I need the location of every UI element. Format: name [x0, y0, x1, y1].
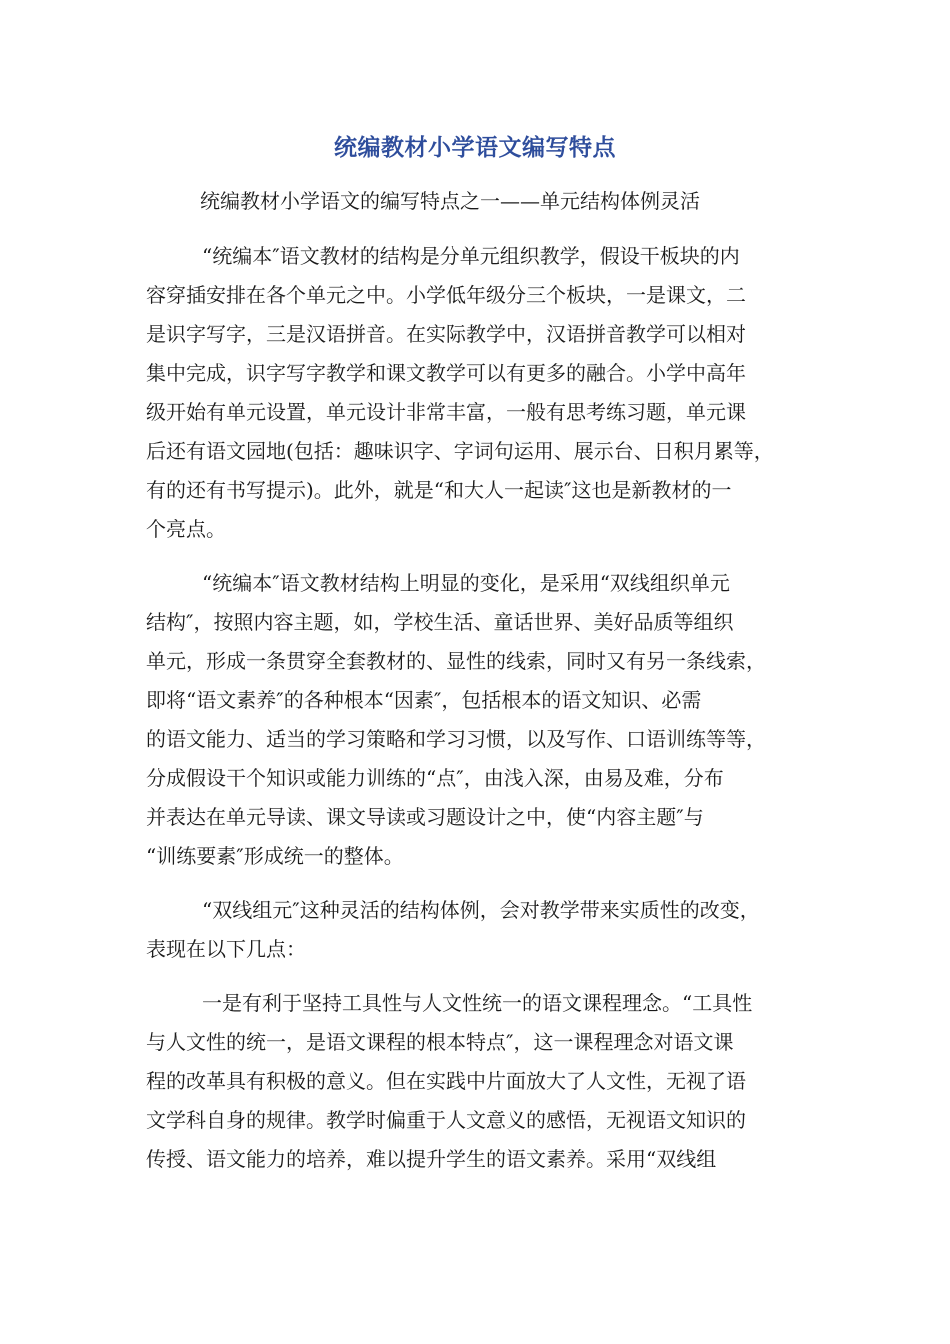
paragraph-line: 单元，形成一条贯穿全套教材的、显性的线索，同时又有另一条线索， — [146, 649, 766, 673]
paragraph-line: 集中完成，识字写字教学和课文教学可以有更多的融合。小学中高年 — [146, 361, 746, 385]
document-title: 统编教材小学语文编写特点 — [334, 135, 616, 161]
paragraph-line: 结构″，按照内容主题，如，学校生活、童话世界、美好品质等组织 — [146, 610, 734, 634]
paragraph-line: 有的还有书写提示)。此外，就是“和大人一起读″这也是新教材的一 — [146, 478, 732, 502]
paragraph-line: 是识字写字，三是汉语拼音。在实际教学中，汉语拼音教学可以相对 — [146, 322, 746, 346]
paragraph-line: 个亮点。 — [146, 517, 226, 541]
paragraph-line: 的语文能力、适当的学习策略和学习习惯，以及写作、口语训练等等， — [146, 727, 766, 751]
paragraph-line: “双线组元″这种灵活的结构体例，会对教学带来实质性的改变， — [202, 898, 760, 922]
paragraph-line: 后还有语文园地(包括：趣味识字、字词句运用、展示台、日积月累等， — [146, 439, 774, 463]
paragraph-3 — [146, 891, 816, 969]
paragraph-line: 程的改革具有积极的意义。但在实践中片面放大了人文性，无视了语 — [146, 1069, 746, 1093]
paragraph-4 — [146, 984, 816, 1179]
paragraph-line: 级开始有单元设置，单元设计非常丰富，一般有思考练习题，单元课 — [146, 400, 746, 424]
paragraph-line: 并表达在单元导读、课文导读或习题设计之中，使“内容主题″与 — [146, 805, 704, 829]
paragraph-line: 文学科自身的规律。教学时偏重于人文意义的感悟，无视语文知识的 — [146, 1108, 746, 1132]
paragraph-line: “统编本″语文教材结构上明显的变化，是采用“双线组织单元 — [202, 571, 730, 595]
paragraph-line: “统编本″语文教材的结构是分单元组织教学，假设干板块的内 — [202, 244, 740, 268]
document-subtitle: 统编教材小学语文的编写特点之一——单元结构体例灵活 — [200, 189, 700, 213]
paragraph-line: 容穿插安排在各个单元之中。小学低年级分三个板块，一是课文，二 — [146, 283, 746, 307]
paragraph-2 — [146, 564, 816, 876]
paragraph-line: 即将“语文素养″的各种根本“因素″，包括根本的语文知识、必需 — [146, 688, 702, 712]
paragraph-line: “训练要素″形成统一的整体。 — [146, 844, 404, 868]
paragraph-line: 一是有利于坚持工具性与人文性统一的语文课程理念。“工具性 — [202, 991, 753, 1015]
paragraph-line: 与人文性的统一，是语文课程的根本特点″，这一课程理念对语文课 — [146, 1030, 734, 1054]
paragraph-line: 表现在以下几点： — [146, 937, 306, 961]
paragraph-1 — [146, 237, 816, 549]
paragraph-line: 分成假设干个知识或能力训练的“点″，由浅入深，由易及难，分布 — [146, 766, 724, 790]
paragraph-line: 传授、语文能力的培养，难以提升学生的语文素养。采用“双线组 — [146, 1147, 717, 1171]
